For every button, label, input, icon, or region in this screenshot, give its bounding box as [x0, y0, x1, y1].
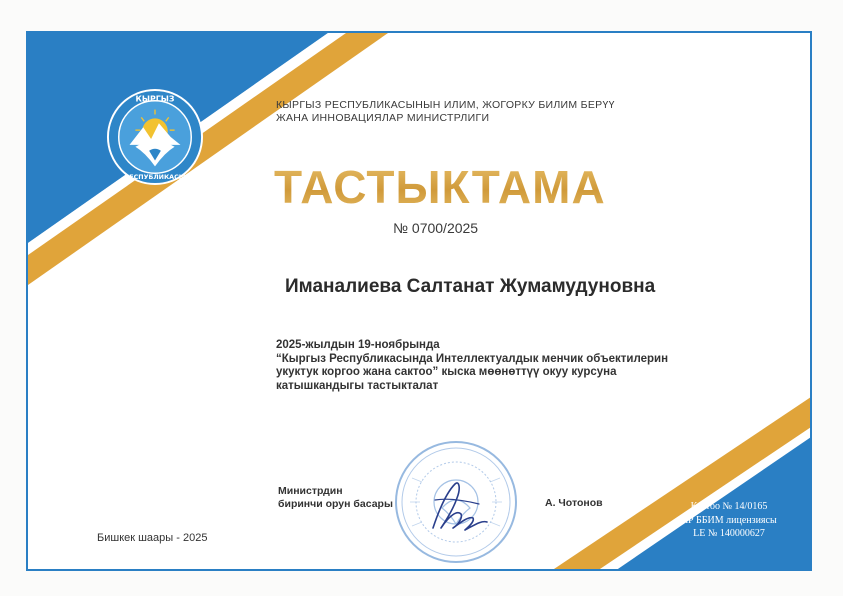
ministry-name	[276, 99, 615, 125]
emblem-top-text: КЫРГЫЗ	[135, 94, 175, 104]
signatory-role-line-1: Министрдин	[278, 485, 343, 497]
ministry-line-2: ЖАНА ИННОВАЦИЯЛАР МИНИСТРЛИГИ	[276, 112, 490, 124]
signatory-role	[278, 485, 393, 511]
certificate-number: № 0700/2025	[393, 220, 479, 236]
ministry-line-1: КЫРГЫЗ РЕСПУБЛИКАСЫНЫН ИЛИМ, ЖОГОРКУ БИЛИМ БЕРҮҮ	[276, 99, 615, 111]
license-line-1: Каттоо № 14/0165	[690, 501, 768, 512]
body-line-4: катышкандыгы тастыкталат	[276, 379, 439, 392]
body-line-3: укуктук коргоо жана сактоо” кыска мөөнөттүү окуу курсуна	[276, 366, 617, 378]
recipient-name: Иманалиева Салтанат Жумамудуновна	[285, 276, 656, 297]
license-line-3: LE № 140000627	[693, 528, 765, 539]
license-line-2: КР ББИМ лицензиясы	[681, 514, 777, 526]
handwritten-signature	[395, 470, 515, 540]
certificate-title: ТАСТЫКТАМА	[274, 161, 606, 213]
signatory-role-line-2: биринчи орун басары	[278, 498, 393, 510]
state-emblem-icon	[106, 88, 204, 186]
certificate-body	[276, 339, 668, 393]
signatory-name: А. Чотонов	[545, 497, 603, 509]
body-line-2: “Кыргыз Республикасында Интеллектуалдык менчик объектилерин	[276, 352, 669, 365]
license-info	[669, 500, 789, 541]
place-and-year: Бишкек шаары - 2025	[97, 532, 208, 544]
emblem-bottom-text: РЕСПУБЛИКАСЫ	[124, 173, 186, 182]
body-line-1: 2025-жылдын 19-ноябрында	[276, 339, 440, 351]
